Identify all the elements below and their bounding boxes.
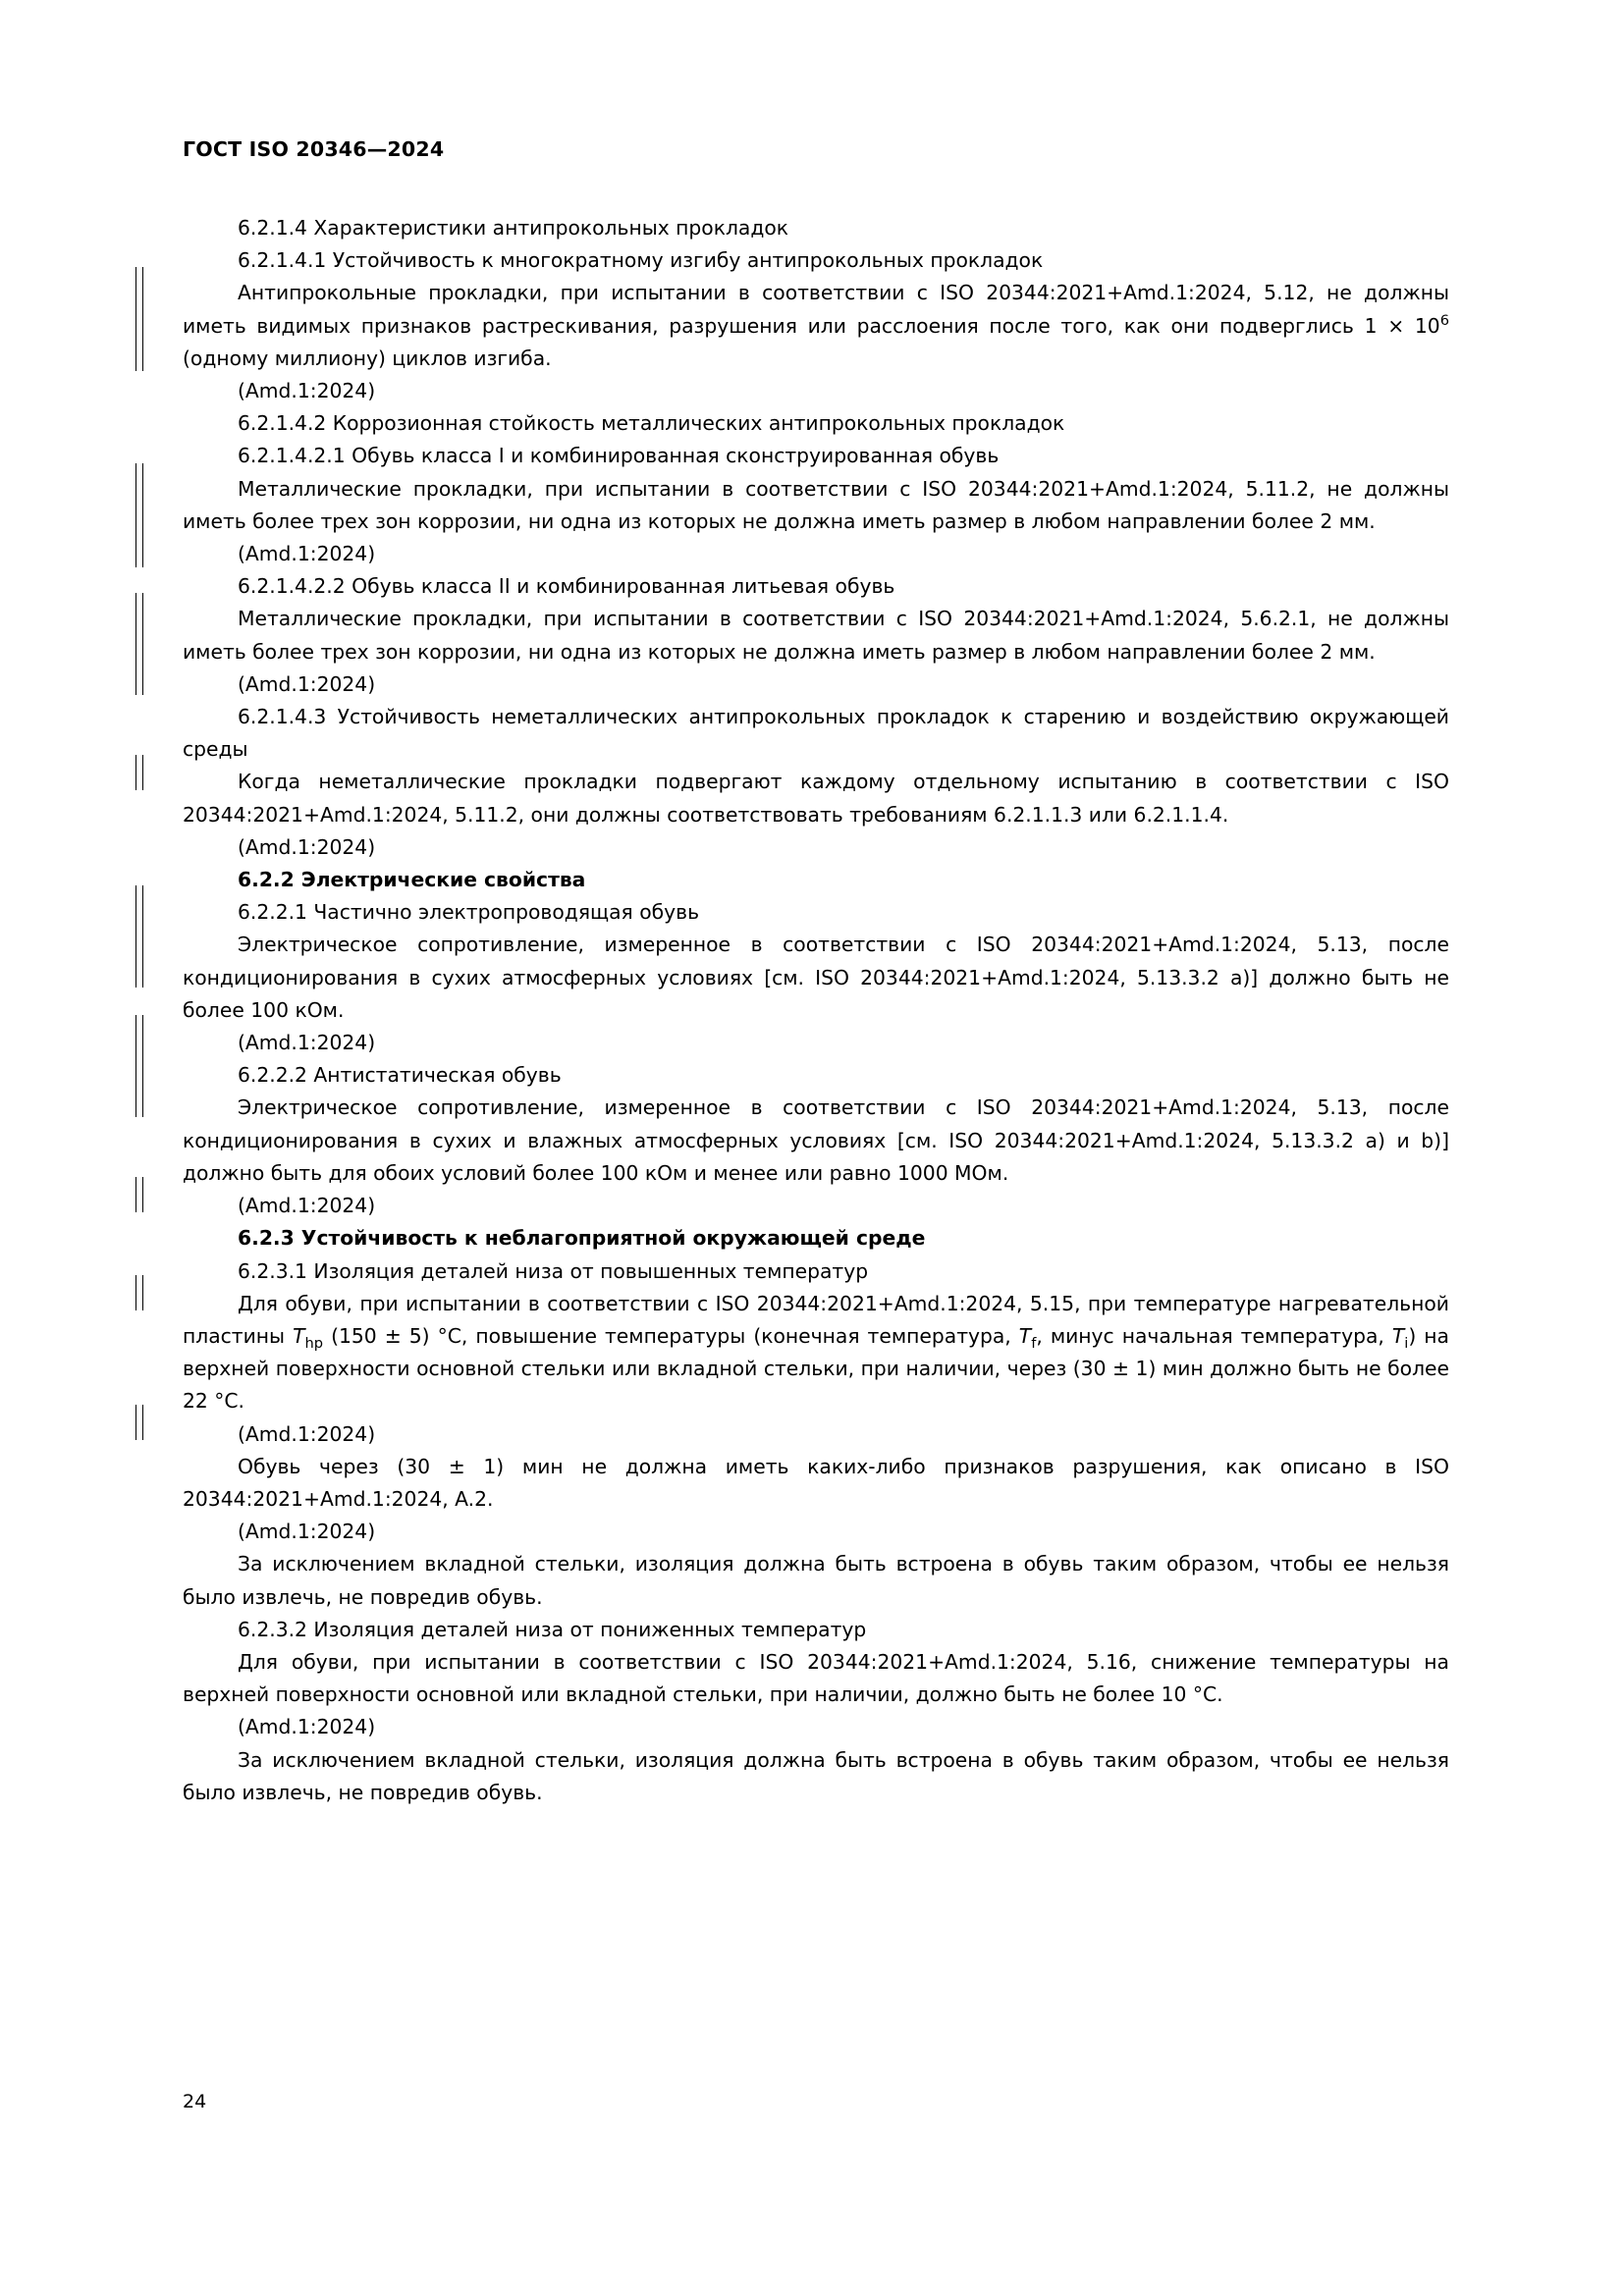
subscript-i: i — [1404, 1334, 1409, 1352]
formula-tail-text: ) на верхней поверхности основной стельки или вкладной стельки, при наличии, через (30 ± 1) мин должно быть не более 22 °C. — [183, 1323, 1449, 1414]
paragraph-flex-resistance — [183, 277, 1449, 375]
formula-mid-text-1: (150 ± 5) °C, повышение температуры (конечная температура, — [323, 1323, 1019, 1348]
symbol-t-f: T — [1018, 1323, 1032, 1348]
change-bar — [135, 1177, 143, 1212]
superscript-exponent: 6 — [1439, 311, 1449, 329]
heading-6-2-1-4: 6.2.1.4 Характеристики антипрокольных прокладок — [238, 216, 789, 240]
heading-6-2-2-1: 6.2.2.1 Частично электропроводящая обувь — [238, 900, 700, 925]
change-bar — [135, 593, 143, 695]
paragraph-nonmetallic-ageing: Когда неметаллические прокладки подвергают каждому отдельному испытанию в соответствии с ISO 20344:2021+Amd.1:2024, 5.11.2, они должны соответствовать требованиям 6.2.1.1.3 или 6.2.1.1.4. — [183, 770, 1449, 827]
heading-6-2-1-4-3: 6.2.1.4.3 Устойчивость неметаллических антипрокольных прокладок к старению и воздействию окружающей среды — [183, 705, 1449, 762]
change-bar — [135, 755, 143, 790]
heading-6-2-3-2: 6.2.3.2 Изоляция деталей низа от пониженных температур — [238, 1617, 867, 1641]
paragraph-insulation-builtin-cold: За исключением вкладной стельки, изоляция должна быть встроена в обувь таким образом, чтобы ее нельзя было извлечь, не повредив обувь. — [183, 1747, 1449, 1804]
amendment-note: (Amd.1:2024) — [238, 1421, 376, 1446]
amendment-note: (Amd.1:2024) — [238, 542, 376, 566]
amendment-note: (Amd.1:2024) — [238, 834, 376, 859]
paragraph-corrosion-class-2: Металлические прокладки, при испытании в соответствии с ISO 20344:2021+Amd.1:2024, 5.6.2.1, не должны иметь более трех зон коррозии, ни одна из которых не должна иметь размер в любом направлении более 2 мм. — [183, 607, 1449, 664]
paragraph-insulation-builtin-heat: За исключением вкладной стельки, изоляция должна быть встроена в обувь таким образом, чтобы ее нельзя было извлечь, не повредив обувь. — [183, 1552, 1449, 1609]
paragraph-cold-insulation: Для обуви, при испытании в соответствии с ISO 20344:2021+Amd.1:2024, 5.16, снижение температуры на верхней поверхности основной или вкладной стельки, при наличии, должно быть не более 10 °C. — [183, 1649, 1449, 1707]
body-column — [183, 212, 1449, 1809]
heading-6-2-1-4-2-2: 6.2.1.4.2.2 Обувь класса II и комбинированная литьевая обувь — [238, 574, 895, 599]
paragraph-no-damage-30min: Обувь через (30 ± 1) мин не должна иметь каких-либо признаков разрушения, как описано в ISO 20344:2021+Amd.1:2024, A.2. — [183, 1454, 1449, 1511]
amendment-note: (Amd.1:2024) — [238, 1194, 376, 1218]
paragraph-text-part1: Антипрокольные прокладки, при испытании в соответствии с ISO 20344:2021+Amd.1:2024, 5.12, не должны иметь видимых признаков растрескивания, разрушения или расслоения после того, как они подверглись 1 × 10 — [183, 281, 1449, 338]
heading-6-2-1-4-2-1: 6.2.1.4.2.1 Обувь класса I и комбинированная сконструированная обувь — [238, 444, 1000, 468]
symbol-t-i: T — [1391, 1323, 1405, 1348]
change-bar — [135, 1275, 143, 1310]
paragraph-heat-insulation — [183, 1288, 1449, 1418]
heading-6-2-3: 6.2.3 Устойчивость к неблагоприятной окружающей среде — [238, 1226, 926, 1251]
formula-lead-text: Для обуви, при испытании в соответствии с ISO 20344:2021+Amd.1:2024, 5.15, при температуре нагревательной пластины — [183, 1291, 1449, 1348]
change-bar — [135, 885, 143, 988]
paragraph-antistatic-footwear: Электрическое сопротивление, измеренное в соответствии с ISO 20344:2021+Amd.1:2024, 5.13, после кондиционирования в сухих и влажных атмосферных условиях [см. ISO 20344:2021+Amd.1:2024, 5.13.3.2 a) и b)] должно быть для обоих условий более 100 кОм и менее или равно 1000 МОм. — [183, 1095, 1449, 1185]
heading-6-2-1-4-2: 6.2.1.4.2 Коррозионная стойкость металлических антипрокольных прокладок — [238, 411, 1065, 436]
amendment-note: (Amd.1:2024) — [238, 1715, 376, 1739]
change-bar — [135, 1015, 143, 1117]
amendment-note: (Amd.1:2024) — [238, 1031, 376, 1055]
heading-6-2-1-4-1: 6.2.1.4.1 Устойчивость к многократному изгибу антипрокольных прокладок — [238, 248, 1044, 273]
amendment-note: (Amd.1:2024) — [238, 379, 376, 403]
page-content — [183, 137, 1449, 1809]
symbol-t-hp: T — [293, 1323, 305, 1348]
paragraph-text-part2: (одному миллиону) циклов изгиба. — [183, 346, 552, 370]
page-number: 24 — [183, 2091, 207, 2112]
change-bar — [135, 463, 143, 567]
amendment-note: (Amd.1:2024) — [238, 671, 376, 696]
change-bar — [135, 1405, 143, 1440]
amendment-note: (Amd.1:2024) — [238, 1520, 376, 1544]
formula-mid-text-2: , минус начальная температура, — [1036, 1323, 1392, 1348]
subscript-f: f — [1031, 1334, 1037, 1352]
paragraph-conductive-footwear: Электрическое сопротивление, измеренное в соответствии с ISO 20344:2021+Amd.1:2024, 5.13, после кондиционирования в сухих атмосферных условиях [см. ISO 20344:2021+Amd.1:2024, 5.13.3.2 a)] должно быть не более 100 кОм. — [183, 933, 1449, 1022]
paragraph-corrosion-class-1: Металлические прокладки, при испытании в соответствии с ISO 20344:2021+Amd.1:2024, 5.11.2, не должны иметь более трех зон коррозии, ни одна из которых не должна иметь размер в любом направлении более 2 мм. — [183, 476, 1449, 533]
heading-6-2-3-1: 6.2.3.1 Изоляция деталей низа от повышенных температур — [238, 1258, 869, 1283]
change-bar — [135, 267, 143, 371]
heading-6-2-2: 6.2.2 Электрические свойства — [238, 868, 586, 892]
heading-6-2-2-2: 6.2.2.2 Антистатическая обувь — [238, 1063, 562, 1088]
document-header: ГОСТ ISO 20346—2024 — [183, 137, 445, 161]
subscript-hp: hp — [304, 1334, 324, 1352]
